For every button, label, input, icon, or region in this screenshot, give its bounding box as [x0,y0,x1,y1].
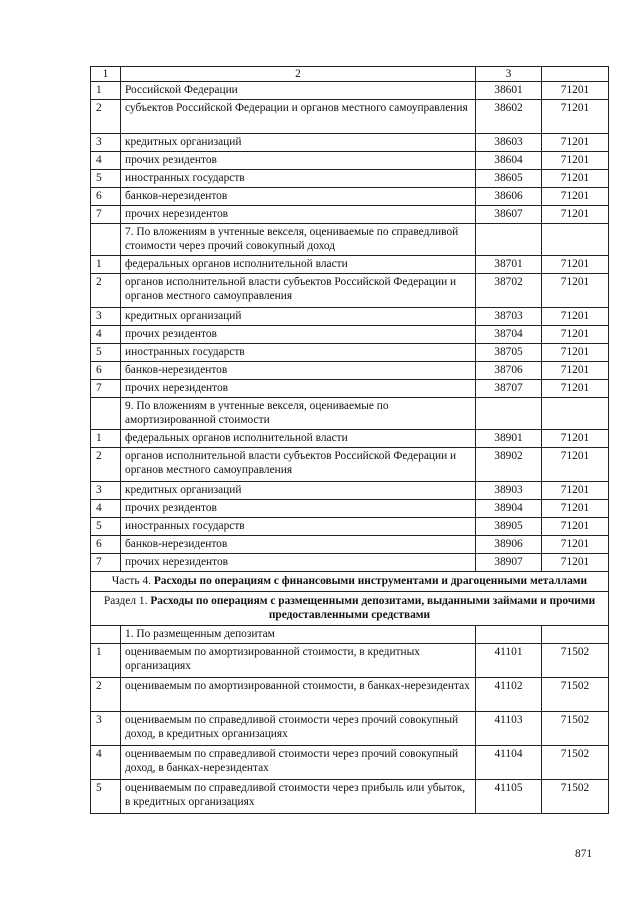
row-description: банков-нерезидентов [121,362,476,380]
section-7-heading: 7. По вложениям в учтенные векселя, оцениваемые по справедливой стоимости через прочий совокупный доход [121,224,476,256]
section-row [91,626,609,644]
table-row [91,170,609,188]
row-description: оцениваемым по амортизированной стоимости, в кредитных организациях [121,644,476,678]
account-code: 38606 [476,188,542,206]
account-code: 38601 [476,82,542,100]
row-number: 1 [91,256,121,274]
header-col-2: 2 [121,67,476,82]
razdel-1-heading-title: Расходы по операциям с размещенными депозитами, выданными займами и прочими предоставленными средствами [150,595,596,621]
account-code: 41104 [476,746,542,780]
row-number: 1 [91,430,121,448]
row-number: 3 [91,712,121,746]
row-number: 5 [91,344,121,362]
symbol-code: 71201 [542,206,609,224]
symbol-code: 71201 [542,308,609,326]
table-row [91,100,609,134]
row-number: 1 [91,82,121,100]
table-row [91,256,609,274]
row-description: оцениваемым по справедливой стоимости через прочий совокупный доход, в кредитных организациях [121,712,476,746]
row-description: оцениваемым по справедливой стоимости через прибыль или убыток, в кредитных организациях [121,780,476,814]
row-number: 1 [91,644,121,678]
symbol-code: 71502 [542,678,609,712]
account-code: 41101 [476,644,542,678]
header-col-1: 1 [91,67,121,82]
section-empty-num [91,626,121,644]
account-code: 38902 [476,448,542,482]
account-code: 38707 [476,380,542,398]
header-row [91,67,609,82]
table-row [91,308,609,326]
row-description: кредитных организаций [121,482,476,500]
symbol-code: 71201 [542,326,609,344]
table-row [91,746,609,780]
table-row [91,188,609,206]
account-code: 38704 [476,326,542,344]
row-description: иностранных государств [121,344,476,362]
header-col-3: 3 [476,67,542,82]
table-row [91,152,609,170]
symbol-code: 71201 [542,152,609,170]
account-code: 41103 [476,712,542,746]
account-code: 41102 [476,678,542,712]
account-code: 38607 [476,206,542,224]
table-row [91,82,609,100]
row-number: 4 [91,152,121,170]
symbol-code: 71502 [542,780,609,814]
symbol-code: 71201 [542,518,609,536]
symbol-code: 71201 [542,448,609,482]
account-code: 41105 [476,780,542,814]
symbol-code: 71201 [542,274,609,308]
razdel-1-heading-prefix: Раздел 1. [103,595,151,607]
row-number: 2 [91,448,121,482]
table-row [91,326,609,344]
row-number: 3 [91,134,121,152]
row-description: оцениваемым по справедливой стоимости через прочий совокупный доход, в банках-нерезидентах [121,746,476,780]
table-row [91,780,609,814]
symbol-code: 71201 [542,536,609,554]
symbol-code: 71502 [542,712,609,746]
symbol-code: 71201 [542,482,609,500]
row-description: прочих нерезидентов [121,206,476,224]
symbol-code: 71201 [542,134,609,152]
table-row [91,134,609,152]
row-number: 7 [91,554,121,572]
header-col-4 [542,67,609,82]
part-4-heading-title: Расходы по операциям с финансовыми инструментами и драгоценными металлами [153,575,588,587]
row-number: 2 [91,100,121,134]
row-number: 7 [91,380,121,398]
section-empty-num [91,398,121,430]
section-9-heading: 9. По вложениям в учтенные векселя, оцениваемые по амортизированной стоимости [121,398,476,430]
part-4-heading-prefix: Часть 4. [111,575,154,587]
account-code: 38905 [476,518,542,536]
section-empty-sym [542,398,609,430]
account-code: 38706 [476,362,542,380]
section-empty-num [91,224,121,256]
account-code: 38705 [476,344,542,362]
table-row [91,206,609,224]
razdel-1-heading [91,592,609,626]
table-row [91,678,609,712]
row-description: иностранных государств [121,170,476,188]
row-number: 5 [91,518,121,536]
row-description: кредитных организаций [121,308,476,326]
table-row [91,712,609,746]
page-number: 871 [575,848,593,860]
symbol-code: 71201 [542,256,609,274]
symbol-code: 71502 [542,644,609,678]
document-sheet [90,66,608,814]
account-code: 38901 [476,430,542,448]
row-number: 6 [91,362,121,380]
table-row [91,518,609,536]
row-number: 3 [91,308,121,326]
row-number: 5 [91,780,121,814]
section-empty-code [476,398,542,430]
section-empty-code [476,626,542,644]
row-number: 4 [91,746,121,780]
section-1-heading: 1. По размещенным депозитам [121,626,476,644]
account-code: 38605 [476,170,542,188]
table-row [91,448,609,482]
table-row [91,644,609,678]
row-description: прочих резидентов [121,152,476,170]
section-row [91,224,609,256]
table-row [91,430,609,448]
symbol-code: 71201 [542,554,609,572]
account-code: 38702 [476,274,542,308]
row-description: оцениваемым по амортизированной стоимости, в банках-нерезидентах [121,678,476,712]
row-description: субъектов Российской Федерации и органов местного самоуправления [121,100,476,134]
symbol-code: 71201 [542,362,609,380]
row-description: прочих нерезидентов [121,554,476,572]
account-code: 38703 [476,308,542,326]
table-row [91,482,609,500]
symbol-code: 71201 [542,188,609,206]
account-code: 38904 [476,500,542,518]
row-number: 4 [91,326,121,344]
row-description: федеральных органов исполнительной власти [121,256,476,274]
row-number: 3 [91,482,121,500]
row-description: иностранных государств [121,518,476,536]
table-row [91,344,609,362]
symbol-code: 71201 [542,430,609,448]
row-description: прочих резидентов [121,326,476,344]
symbol-code: 71201 [542,100,609,134]
row-number: 6 [91,536,121,554]
account-code: 38907 [476,554,542,572]
account-code: 38602 [476,100,542,134]
part-4-heading [91,572,609,592]
table-row [91,536,609,554]
section-empty-code [476,224,542,256]
row-description: кредитных организаций [121,134,476,152]
row-description: органов исполнительной власти субъектов Российской Федерации и органов местного самоуправления [121,448,476,482]
symbol-code: 71201 [542,380,609,398]
symbol-code: 71201 [542,170,609,188]
table-row [91,380,609,398]
symbol-code: 71201 [542,82,609,100]
row-number: 2 [91,678,121,712]
part-4-heading-row [91,572,609,592]
section-row [91,398,609,430]
symbol-code: 71201 [542,344,609,362]
account-code: 38603 [476,134,542,152]
table-row [91,274,609,308]
row-description: банков-нерезидентов [121,536,476,554]
row-number: 6 [91,188,121,206]
symbol-code: 71502 [542,746,609,780]
row-description: органов исполнительной власти субъектов Российской Федерации и органов местного самоуправления [121,274,476,308]
symbol-code: 71201 [542,500,609,518]
row-number: 7 [91,206,121,224]
row-description: банков-нерезидентов [121,188,476,206]
table-row [91,362,609,380]
account-code: 38906 [476,536,542,554]
row-description: прочих нерезидентов [121,380,476,398]
accounts-table [90,66,609,814]
account-code: 38604 [476,152,542,170]
razdel-1-heading-row [91,592,609,626]
row-description: федеральных органов исполнительной власти [121,430,476,448]
table-row [91,554,609,572]
row-number: 2 [91,274,121,308]
section-empty-sym [542,626,609,644]
account-code: 38701 [476,256,542,274]
row-description: Российской Федерации [121,82,476,100]
row-number: 4 [91,500,121,518]
table-row [91,500,609,518]
account-code: 38903 [476,482,542,500]
row-number: 5 [91,170,121,188]
section-empty-sym [542,224,609,256]
row-description: прочих резидентов [121,500,476,518]
